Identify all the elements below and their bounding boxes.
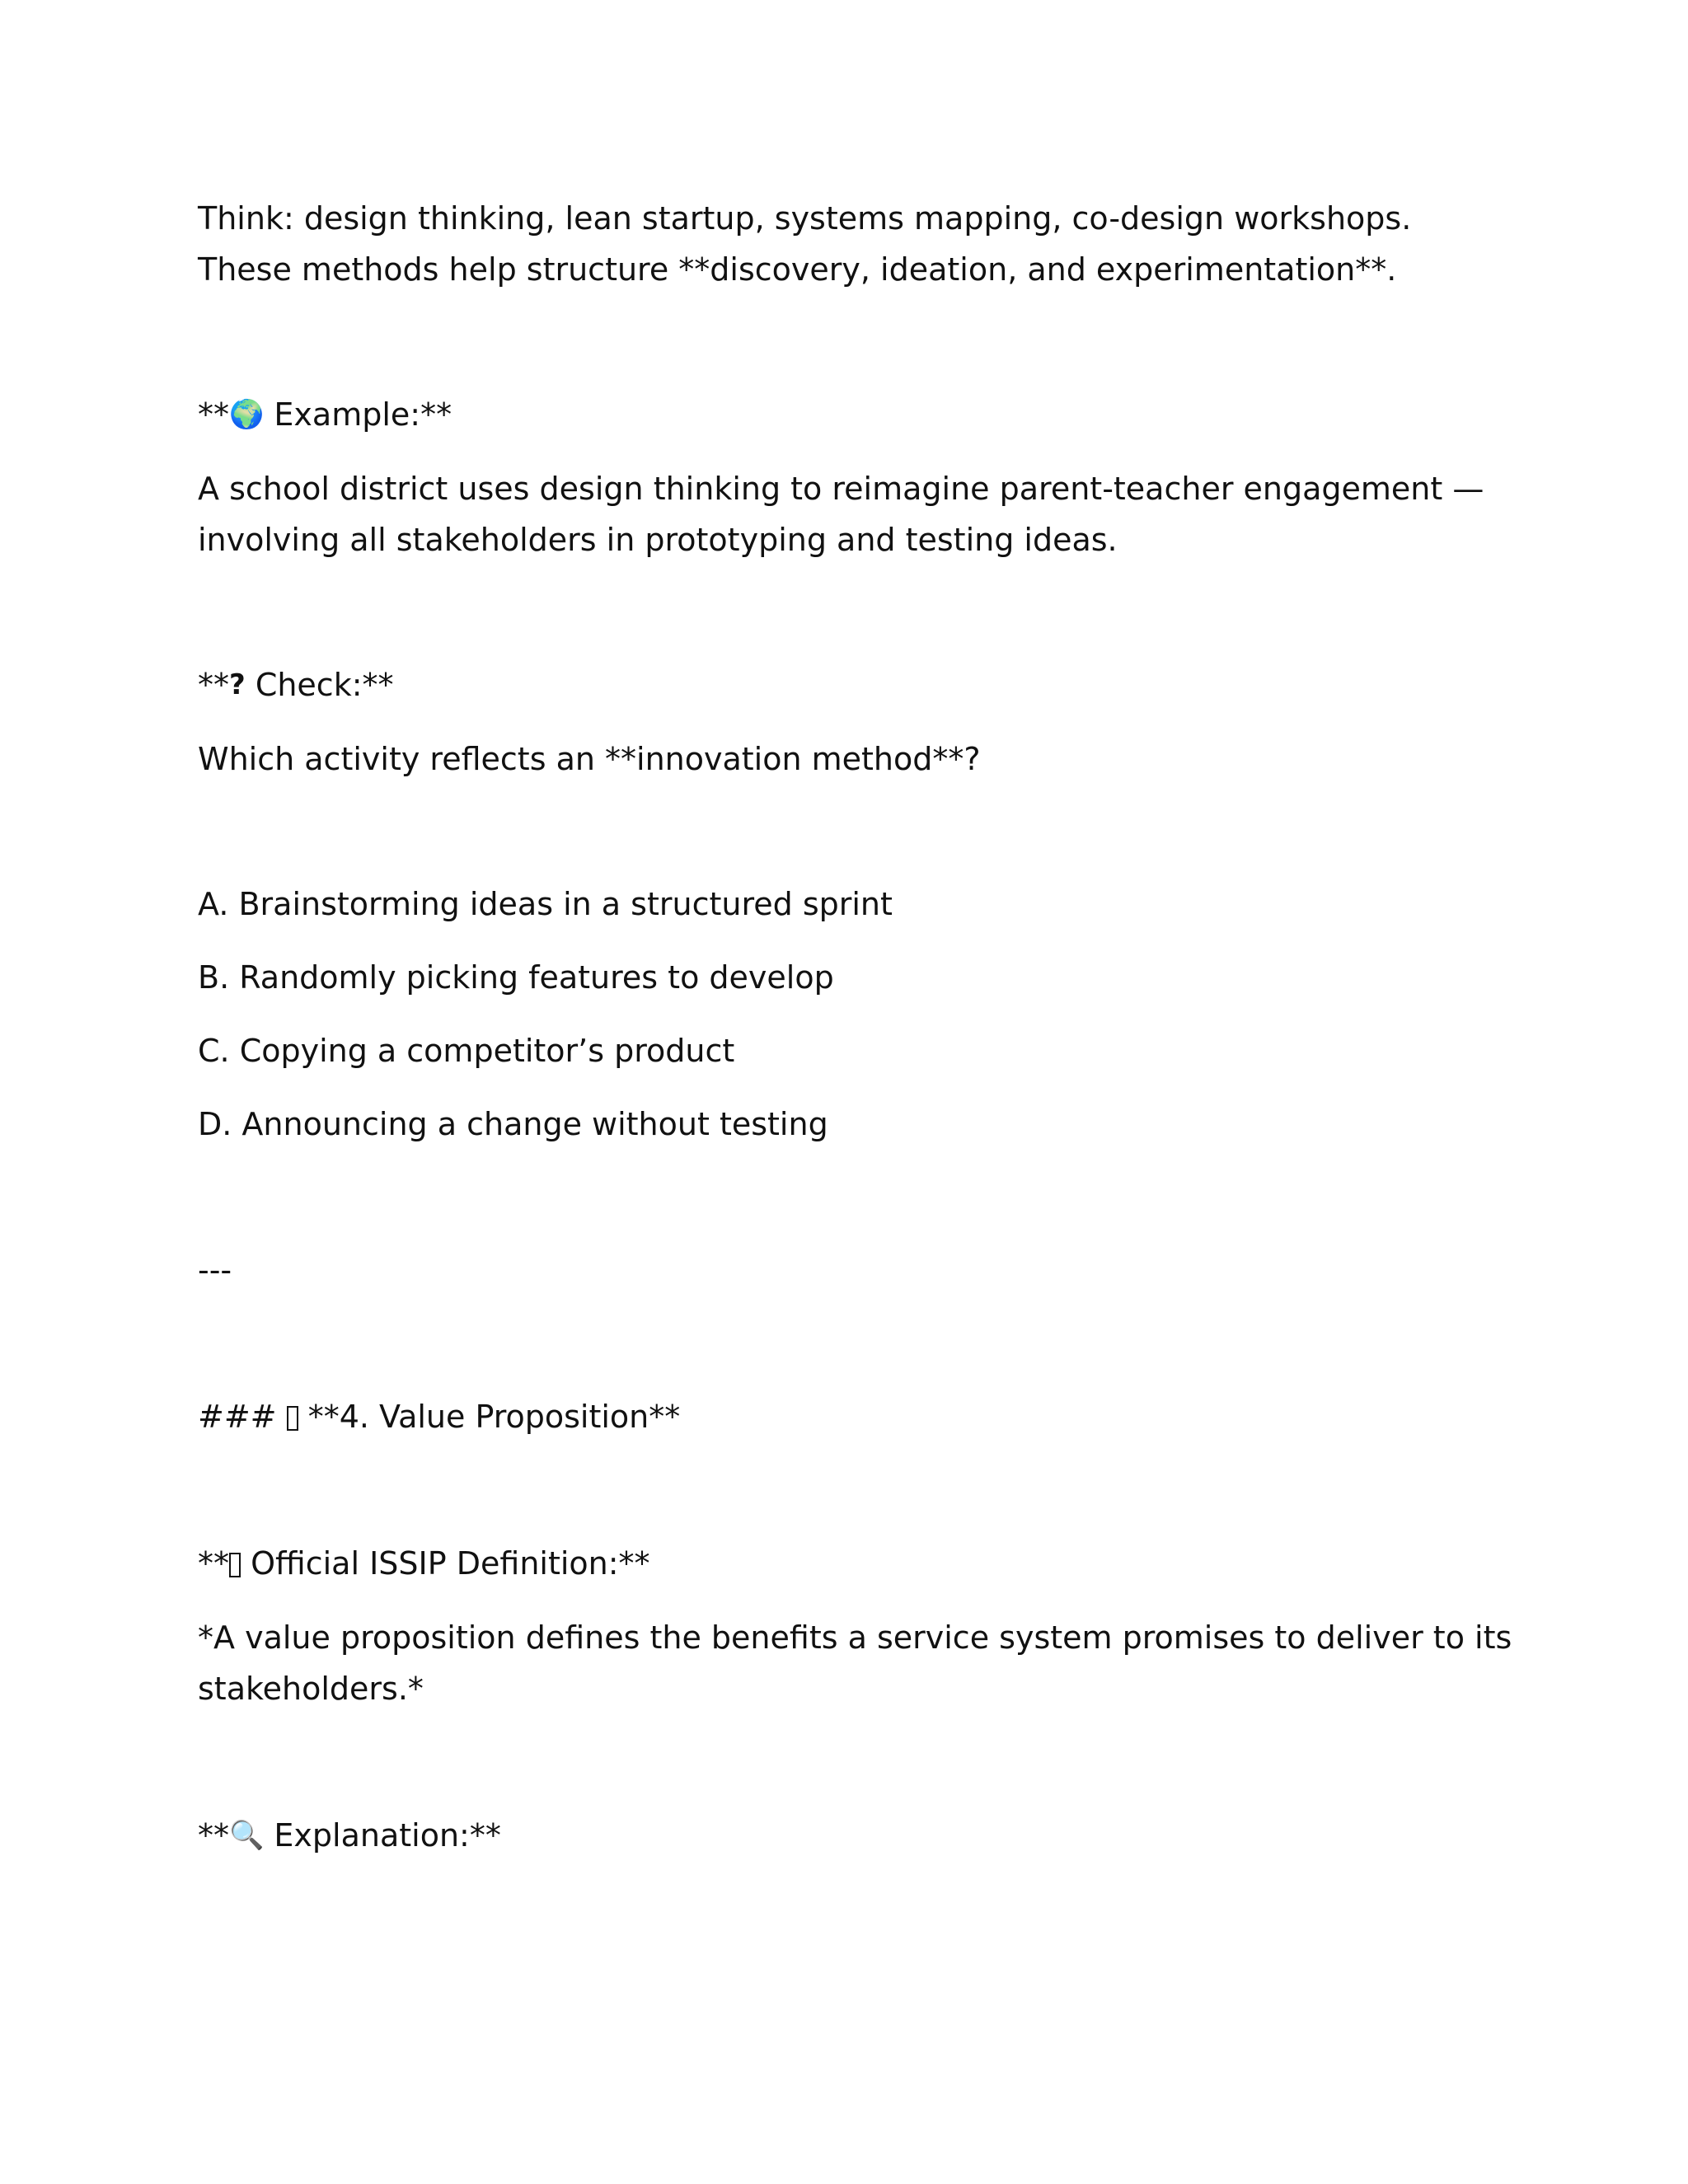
divider: --- bbox=[198, 1252, 232, 1288]
check-heading bbox=[198, 659, 1533, 710]
check-heading-prefix: ** bbox=[198, 667, 229, 703]
explanation-heading-text: Explanation:** bbox=[264, 1817, 501, 1854]
intro-line-2: These methods help structure **discovery, ideation, and experimentation**. bbox=[198, 251, 1397, 288]
option-a: A. Brainstorming ideas in a structured sprint bbox=[198, 886, 893, 922]
missing-glyph-icon bbox=[229, 1553, 241, 1577]
section-4-heading bbox=[198, 1391, 1533, 1442]
definition-line-1: *A value proposition defines the benefits a service system promises to deliver to its bbox=[198, 1619, 1512, 1656]
definition-heading-prefix: ** bbox=[198, 1545, 229, 1582]
section-4-prefix: ### bbox=[198, 1399, 287, 1435]
explanation-heading bbox=[198, 1810, 1533, 1861]
definition-heading-text: Official ISSIP Definition:** bbox=[241, 1545, 650, 1582]
check-heading-text: Check:** bbox=[245, 667, 394, 703]
intro-line-1: Think: design thinking, lean startup, systems mapping, co-design workshops. bbox=[198, 200, 1412, 237]
check-question: Which activity reflects an **innovation method**? bbox=[198, 741, 981, 777]
example-line-1: A school district uses design thinking to reimagine parent-teacher engagement — bbox=[198, 471, 1484, 507]
option-b: B. Randomly picking features to develop bbox=[198, 959, 834, 996]
definition-line-2: stakeholders.* bbox=[198, 1671, 424, 1707]
section-4-title: **4. Value Proposition** bbox=[298, 1399, 681, 1435]
example-heading-prefix: ** bbox=[198, 396, 229, 433]
question-icon: ? bbox=[229, 668, 246, 701]
option-c: C. Copying a competitor’s product bbox=[198, 1033, 735, 1069]
example-line-2: involving all stakeholders in prototyping and testing ideas. bbox=[198, 522, 1118, 558]
explanation-heading-prefix: ** bbox=[198, 1817, 229, 1854]
globe-icon: 🌍 bbox=[229, 398, 265, 431]
option-d: D. Announcing a change without testing bbox=[198, 1106, 828, 1142]
definition-heading bbox=[198, 1538, 1533, 1589]
example-heading-text: Example:** bbox=[264, 396, 452, 433]
example-heading bbox=[198, 389, 1533, 440]
missing-glyph-icon bbox=[287, 1406, 298, 1431]
magnifier-icon: 🔍 bbox=[229, 1819, 265, 1852]
